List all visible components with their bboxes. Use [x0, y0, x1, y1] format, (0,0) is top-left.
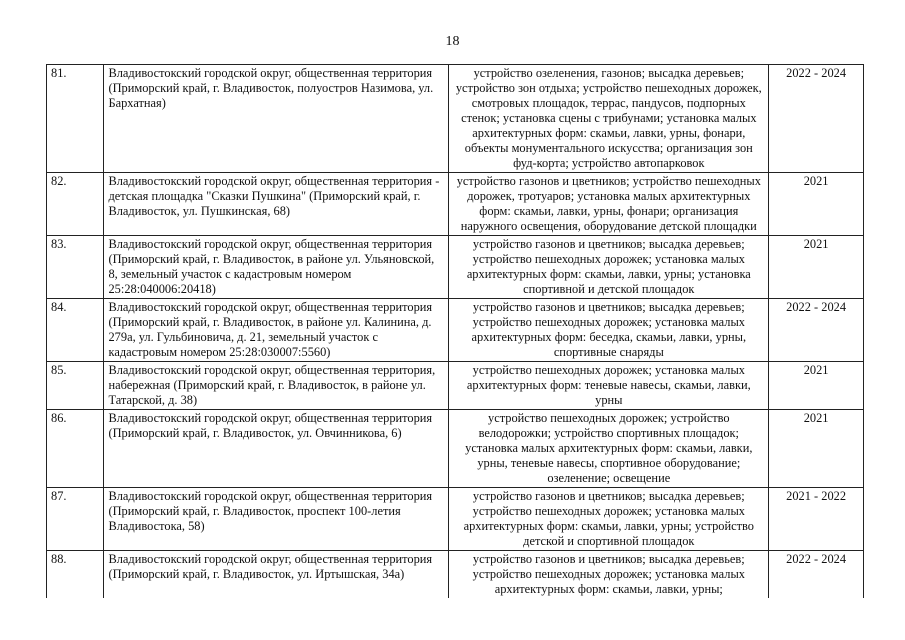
table-row [47, 410, 864, 488]
territory-description: Владивостокский городской округ, общественная территория (Приморский край, г. Владивосток, ул. Овчинникова, 6) [104, 410, 449, 488]
row-number: 84. [47, 299, 104, 362]
territory-description: Владивостокский городской округ, общественная территория (Приморский край, г. Владивосток, проспект 100-летия Владивостока, 58) [104, 488, 449, 551]
works-list: устройство газонов и цветников; высадка деревьев; устройство пешеходных дорожек; установка малых архитектурных форм: беседка, скамьи, лавки, урны, спортивные снаряды [449, 299, 769, 362]
territory-description: Владивостокский городской округ, общественная территория (Приморский край, г. Владивосток, ул. Иртышская, 34а) [104, 551, 449, 599]
improvement-table [46, 64, 864, 598]
row-number: 87. [47, 488, 104, 551]
works-list: устройство газонов и цветников; высадка деревьев; устройство пешеходных дорожек; установка малых архитектурных форм: скамьи, лавки, урны; [449, 551, 769, 599]
implementation-years: 2022 - 2024 [769, 299, 864, 362]
territory-description: Владивостокский городской округ, общественная территория (Приморский край, г. Владивосток, в районе ул. Ульяновской, 8, земельный участок с кадастровым номером 25:28:040006:20418) [104, 236, 449, 299]
territory-description: Владивостокский городской округ, общественная территория, набережная (Приморский край, г. Владивосток, в районе ул. Татарской, д. 38) [104, 362, 449, 410]
row-number: 82. [47, 173, 104, 236]
row-number: 85. [47, 362, 104, 410]
works-list: устройство газонов и цветников; высадка деревьев; устройство пешеходных дорожек; установка малых архитектурных форм: скамьи, лавки, урны; установка спортивной и детской площадок [449, 236, 769, 299]
implementation-years: 2021 [769, 236, 864, 299]
row-number: 81. [47, 65, 104, 173]
row-number: 83. [47, 236, 104, 299]
row-number: 86. [47, 410, 104, 488]
table-row [47, 236, 864, 299]
table-row [47, 65, 864, 173]
table-row [47, 173, 864, 236]
territory-description: Владивостокский городской округ, общественная территория (Приморский край, г. Владивосток, полуостров Назимова, ул. Бархатная) [104, 65, 449, 173]
works-list: устройство газонов и цветников; устройство пешеходных дорожек, тротуаров; установка малых архитектурных форм: скамьи, лавки, урны, фонари; организация наружного освещения, оборудование детской площадки [449, 173, 769, 236]
works-list: устройство озеленения, газонов; высадка деревьев; устройство зон отдыха; устройство пешеходных дорожек, смотровых площадок, террас, пандусов, подпорных стенок; установка сцены с трибунами; установка малых архитектурных форм: скамьи, лавки, урны, фонари, объекты монументального искусства; организация зон фуд-корта; устройство автопарковок [449, 65, 769, 173]
table-row [47, 299, 864, 362]
table-row [47, 488, 864, 551]
implementation-years: 2021 [769, 410, 864, 488]
row-number: 88. [47, 551, 104, 599]
works-list: устройство пешеходных дорожек; установка малых архитектурных форм: теневые навесы, скамьи, лавки, урны [449, 362, 769, 410]
works-list: устройство газонов и цветников; высадка деревьев; устройство пешеходных дорожек; установка малых архитектурных форм: скамьи, лавки, урны; устройство детской и спортивной площадок [449, 488, 769, 551]
territory-description: Владивостокский городской округ, общественная территория - детская площадка "Сказки Пушкина" (Приморский край, г. Владивосток, ул. Пушкинская, 68) [104, 173, 449, 236]
implementation-years: 2021 [769, 173, 864, 236]
page-number: 18 [445, 34, 460, 49]
territory-description: Владивостокский городской округ, общественная территория (Приморский край, г. Владивосток, в районе ул. Калинина, д. 279а, ул. Гульбиновича, д. 21, земельный участок с кадастровым номером 25:28:030007:5560) [104, 299, 449, 362]
implementation-years: 2022 - 2024 [769, 551, 864, 599]
works-list: устройство пешеходных дорожек; устройство велодорожки; устройство спортивных площадок; установка малых архитектурных форм: скамьи, лавки, урны, теневые навесы, спортивное оборудование; озеленение; освещение [449, 410, 769, 488]
implementation-years: 2021 [769, 362, 864, 410]
table-row [47, 551, 864, 599]
implementation-years: 2022 - 2024 [769, 65, 864, 173]
table-row [47, 362, 864, 410]
implementation-years: 2021 - 2022 [769, 488, 864, 551]
